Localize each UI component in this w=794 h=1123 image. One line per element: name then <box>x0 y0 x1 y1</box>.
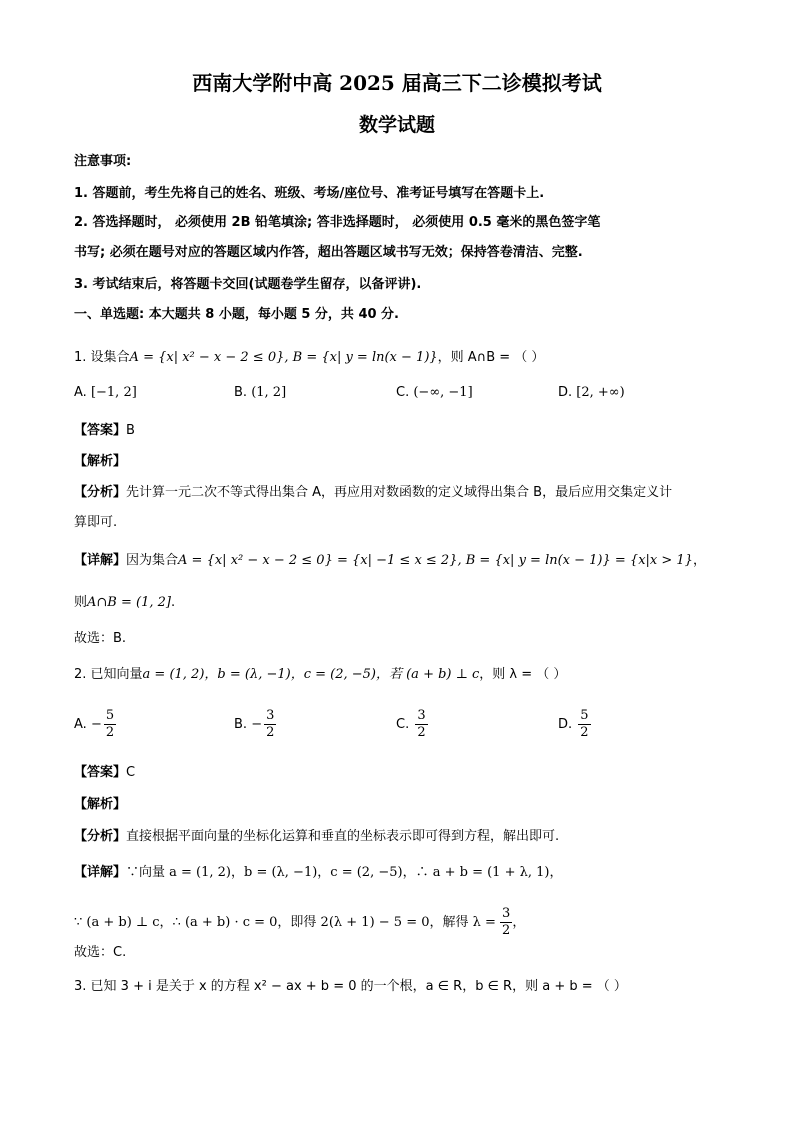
question-3: 3. 已知 3 + i 是关于 x 的方程 x² − ax + b = 0 的一个根，a ∈ R，b ∈ R，则 a + b = （ ） <box>74 979 627 994</box>
q1-detail-2: 则A∩B = (1, 2]. <box>74 595 176 610</box>
section-heading: 一、单选题: 本大题共 8 小题，每小题 5 分，共 40 分. <box>74 307 400 322</box>
q2-prefix: 2. 已知向量 <box>74 667 143 682</box>
q1-option-a: A. [−1, 2] <box>74 385 137 400</box>
q2-option-d: D. $\frac{5}{2}$ <box>558 708 589 740</box>
notice-heading: 注意事项: <box>74 154 132 169</box>
question-1 <box>74 349 544 367</box>
q2-option-b-fraction: $\frac{3}{2}$ <box>266 708 275 740</box>
q1-answer: 【答案】B <box>74 423 135 438</box>
q1-suffix: ，则 A∩B = （ ） <box>437 350 545 365</box>
notice-item-3: 3. 考试结束后，将答题卡交回(试题卷学生留存，以备评讲). <box>74 277 422 292</box>
q1-conclusion: 故选：B. <box>74 631 127 646</box>
page-title: 西南大学附中高 2025 届高三下二诊模拟考试 <box>192 71 602 95</box>
q2-suffix: ，则 λ = （ ） <box>479 667 567 682</box>
q1-fenxi-cont: 算即可. <box>74 515 118 530</box>
q2-detail: 【详解】∵向量 a = (1, 2)，b = (λ, −1)，c = (2, −5)，∴ a + b = (1 + λ, 1)， <box>74 865 563 880</box>
q1-math: A = {x| x² − x − 2 ≤ 0}, B = {x| y = ln(x − 1)} <box>129 350 438 365</box>
q2-option-d-fraction: $\frac{5}{2}$ <box>580 708 589 740</box>
q1-detail: 【详解】因为集合A = {x| x² − x − 2 ≤ 0} = {x| −1 ≤ x ≤ 2}, B = {x| y = ln(x − 1)} = {x|x > 1}， <box>74 553 706 568</box>
q2-option-c-fraction: $\frac{3}{2}$ <box>417 708 426 740</box>
q2-analysis-tag: 【解析】 <box>74 797 127 812</box>
q1-prefix: 1. 设集合 <box>74 350 130 365</box>
notice-item-2: 2. 答选择题时， 必须使用 2B 铅笔填涂; 答非选择题时， 必须使用 0.5 毫米的黑色签字笔 <box>74 215 601 230</box>
q2-detail-2: ∵ (a + b) ⊥ c，∴ (a + b) · c = 0，即得 2(λ + 1) − 5 = 0，解得 λ = $\frac{3}{2}$ ， <box>74 906 526 938</box>
q2-option-b: B. − $\frac{3}{2}$ <box>234 708 275 740</box>
q2-option-a: A. − $\frac{5}{2}$ <box>74 708 115 740</box>
q1-option-d: D. [2, +∞) <box>558 385 625 400</box>
q1-option-c: C. (−∞, −1] <box>396 385 473 400</box>
notice-item-1: 1. 答题前，考生先将自己的姓名、班级、考场/座位号、准考证号填写在答题卡上. <box>74 186 545 201</box>
q2-detail-fraction: $\frac{3}{2}$ <box>502 906 511 938</box>
page-subtitle: 数学试题 <box>358 114 435 136</box>
notice-item-2-cont: 书写; 必须在题号对应的答题区域内作答，超出答题区域书写无效；保持答卷清洁、完整. <box>74 245 583 260</box>
q2-answer: 【答案】C <box>74 765 136 780</box>
q2-option-c: C. $\frac{3}{2}$ <box>396 708 426 740</box>
q1-option-b: B. (1, 2] <box>234 385 287 400</box>
q2-option-a-fraction: $\frac{5}{2}$ <box>105 708 115 740</box>
q2-fenxi: 【分析】直接根据平面向量的坐标化运算和垂直的坐标表示即可得到方程，解出即可. <box>74 829 560 844</box>
q1-analysis-tag: 【解析】 <box>74 454 127 469</box>
q2-math: a = (1, 2)，b = (λ, −1)，c = (2, −5)，若 (a + b) ⊥ c <box>142 667 480 682</box>
q1-fenxi: 【分析】先计算一元二次不等式得出集合 A，再应用对数函数的定义域得出集合 B，最后应用交集定义计 <box>74 485 673 500</box>
q2-conclusion: 故选：C. <box>74 945 127 960</box>
question-2 <box>74 666 566 684</box>
